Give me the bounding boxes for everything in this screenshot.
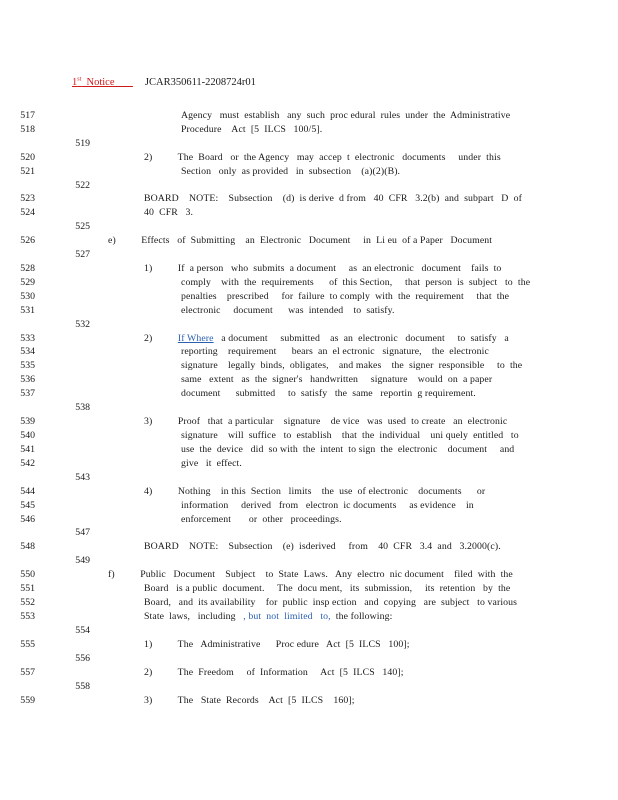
document-line	[0, 138, 618, 150]
line-text-segment: BOARD NOTE: Subsection (e) isderived from 40 CFR 3.4 and 3.2000(c).	[144, 541, 501, 552]
line-text-segment: 3) The State Records Act [5 ILCS 160];	[144, 695, 355, 706]
line-text-segment: enforcement or other proceedings.	[181, 514, 342, 525]
line-text	[181, 305, 395, 317]
document-line	[0, 444, 618, 456]
line-number: 527	[75, 249, 90, 260]
document-line	[0, 653, 618, 665]
document-line	[0, 402, 618, 414]
line-text	[181, 124, 322, 136]
line-text-segment: e) Effects of Submitting an Electronic Document in Li eu of a Paper Document	[108, 235, 493, 246]
line-text-segment: State laws, including	[144, 611, 244, 622]
line-text-segment: a document submitted as an electronic document to satisfy a	[213, 333, 509, 344]
line-number: 551	[20, 583, 35, 594]
document-line	[0, 152, 618, 164]
line-text-segment: Board is a public document. The docu ment, its submission, its retention by the	[144, 583, 511, 594]
line-number: 521	[20, 166, 35, 177]
line-text	[144, 416, 507, 428]
line-number: 543	[75, 472, 90, 483]
line-number: 531	[20, 305, 35, 316]
document-line	[0, 263, 618, 275]
document-line	[0, 166, 618, 178]
line-number: 559	[20, 695, 35, 706]
line-number: 546	[20, 514, 35, 525]
line-text	[108, 235, 492, 247]
line-number: 555	[20, 639, 35, 650]
line-text-segment: Procedure Act [5 ILCS 100/5].	[181, 124, 323, 135]
line-text	[144, 486, 485, 498]
document-line	[0, 541, 618, 553]
line-text	[144, 667, 404, 679]
document-line	[0, 583, 618, 595]
line-number: 544	[20, 486, 35, 497]
document-line	[0, 514, 618, 526]
document-line	[0, 333, 618, 345]
document-line	[0, 458, 618, 470]
line-text	[108, 569, 513, 581]
line-text-segment: comply with the requirements of this Section, that person is subject to the	[181, 277, 531, 288]
line-number: 552	[20, 597, 35, 608]
line-text	[144, 152, 501, 164]
document-line	[0, 569, 618, 581]
document-line	[0, 681, 618, 693]
line-text-segment: document submitted to satisfy the same reportin g requirement.	[181, 388, 476, 399]
page-header	[72, 76, 256, 88]
line-text	[144, 541, 501, 553]
document-line	[0, 221, 618, 233]
document-line	[0, 207, 618, 219]
line-number: 549	[75, 555, 90, 566]
line-text	[181, 444, 514, 456]
document-line	[0, 277, 618, 289]
line-number: 533	[20, 333, 35, 344]
line-text	[181, 500, 474, 512]
line-text-segment: use the device did so with the intent to sign the electronic document and	[181, 444, 515, 455]
document-line	[0, 235, 618, 247]
line-text	[144, 193, 522, 205]
line-text	[181, 360, 522, 372]
line-text	[181, 346, 489, 358]
line-number: 525	[75, 221, 90, 232]
line-number: 537	[20, 388, 35, 399]
line-number: 558	[75, 681, 90, 692]
line-number: 522	[75, 180, 90, 191]
document-line	[0, 597, 618, 609]
line-text	[144, 695, 355, 707]
document-line	[0, 416, 618, 428]
line-text-segment: BOARD NOTE: Subsection (d) is derive d from 40 CFR 3.2(b) and subpart D of	[144, 193, 522, 204]
line-number: 517	[20, 110, 35, 121]
line-number: 535	[20, 360, 35, 371]
line-text	[181, 291, 509, 303]
line-number: 553	[20, 611, 35, 622]
document-line	[0, 500, 618, 512]
document-line	[0, 486, 618, 498]
line-text-segment: 4) Nothing in this Section limits the use of electronic documents or	[144, 486, 486, 497]
line-text-segment: 1) The Administrative Proc edure Act [5 ILCS 100];	[144, 639, 410, 650]
line-number: 548	[20, 541, 35, 552]
line-text	[144, 263, 501, 275]
line-text	[181, 430, 519, 442]
line-text-segment: 3) Proof that a particular signature de vice was used to create an electronic	[144, 416, 508, 427]
line-text	[181, 374, 492, 386]
line-text	[144, 597, 517, 609]
line-text-segment: reporting requirement bears an el ectronic signature, the electronic	[181, 346, 489, 357]
document-line	[0, 667, 618, 679]
line-text-segment: penalties prescribed for failure to comply with the requirement that the	[181, 291, 510, 302]
line-text	[181, 458, 242, 470]
line-number: 519	[75, 138, 90, 149]
line-text-segment: 2)	[144, 333, 153, 344]
line-number: 532	[75, 319, 90, 330]
document-line	[0, 291, 618, 303]
line-number: 530	[20, 291, 35, 302]
line-number: 518	[20, 124, 35, 135]
inserted-text: , but not limited to,	[243, 611, 331, 622]
line-text	[144, 611, 392, 623]
document-line	[0, 180, 618, 192]
line-number: 554	[75, 625, 90, 636]
document-line	[0, 346, 618, 358]
document-line	[0, 472, 618, 484]
line-text-segment: information derived from electron ic documents as evidence in	[181, 500, 474, 511]
line-text-segment: 1) If a person who submits a document as an electronic document fails to	[144, 263, 502, 274]
line-text-segment: Section only as provided in subsection (a)(2)(B).	[181, 166, 401, 177]
line-number: 542	[20, 458, 35, 469]
line-number: 538	[75, 402, 90, 413]
line-text	[181, 514, 342, 526]
notice-label: 1st Notice	[72, 76, 115, 88]
line-text-segment: signature will suffice to establish that the individual uni quely entitled to	[181, 430, 519, 441]
document-line	[0, 555, 618, 567]
line-number: 529	[20, 277, 35, 288]
document-line	[0, 374, 618, 386]
line-text-segment: Board, and its availability for public insp ection and copying are subject to various	[144, 597, 518, 608]
line-number: 556	[75, 653, 90, 664]
line-number: 545	[20, 500, 35, 511]
document-line	[0, 319, 618, 331]
line-text-segment: f) Public Document Subject to State Laws. Any electro nic document filed with the	[108, 569, 513, 580]
line-text	[144, 333, 509, 345]
document-line	[0, 110, 618, 122]
line-text	[181, 388, 476, 400]
document-line	[0, 611, 618, 623]
line-text-segment: electronic document was intended to satisfy.	[181, 305, 395, 316]
line-number: 524	[20, 207, 35, 218]
document-line	[0, 124, 618, 136]
line-number: 541	[20, 444, 35, 455]
line-number: 526	[20, 235, 35, 246]
document-id: JCAR350611-2208724r01	[144, 76, 256, 88]
line-number: 547	[75, 527, 90, 538]
document-line	[0, 625, 618, 637]
line-text	[181, 277, 530, 289]
line-text	[144, 639, 410, 651]
line-number: 539	[20, 416, 35, 427]
document-line	[0, 249, 618, 261]
line-number: 550	[20, 569, 35, 580]
line-number: 534	[20, 346, 35, 357]
line-text-segment: 2) The Freedom of Information Act [5 ILCS 140];	[144, 667, 404, 678]
document-line	[0, 305, 618, 317]
line-text-segment: Agency must establish any such proc edural rules under the Administrative	[181, 110, 511, 121]
line-text-segment: 2) The Board or the Agency may accep t electronic documents under this	[144, 152, 501, 163]
document-line	[0, 639, 618, 651]
line-text-segment: same extent as the signer's handwritten signature would on a paper	[181, 374, 493, 385]
line-number: 536	[20, 374, 35, 385]
line-text	[181, 110, 510, 122]
document-line	[0, 388, 618, 400]
line-text	[181, 166, 400, 178]
document-line	[0, 193, 618, 205]
line-text-segment: give it effect.	[181, 458, 242, 469]
line-text-segment: 40 CFR 3.	[144, 207, 194, 218]
line-text-segment: signature legally binds, obligates, and makes the signer responsible to the	[181, 360, 523, 371]
line-text	[144, 583, 510, 595]
document-line	[0, 527, 618, 539]
line-text	[144, 207, 193, 219]
line-number: 540	[20, 430, 35, 441]
document-line	[0, 360, 618, 372]
line-text-segment: the following:	[330, 611, 393, 622]
line-number: 528	[20, 263, 35, 274]
document-line	[0, 430, 618, 442]
line-number: 520	[20, 152, 35, 163]
line-number: 523	[20, 193, 35, 204]
document-line	[0, 695, 618, 707]
inserted-text: If Where	[177, 333, 214, 344]
line-number: 557	[20, 667, 35, 678]
